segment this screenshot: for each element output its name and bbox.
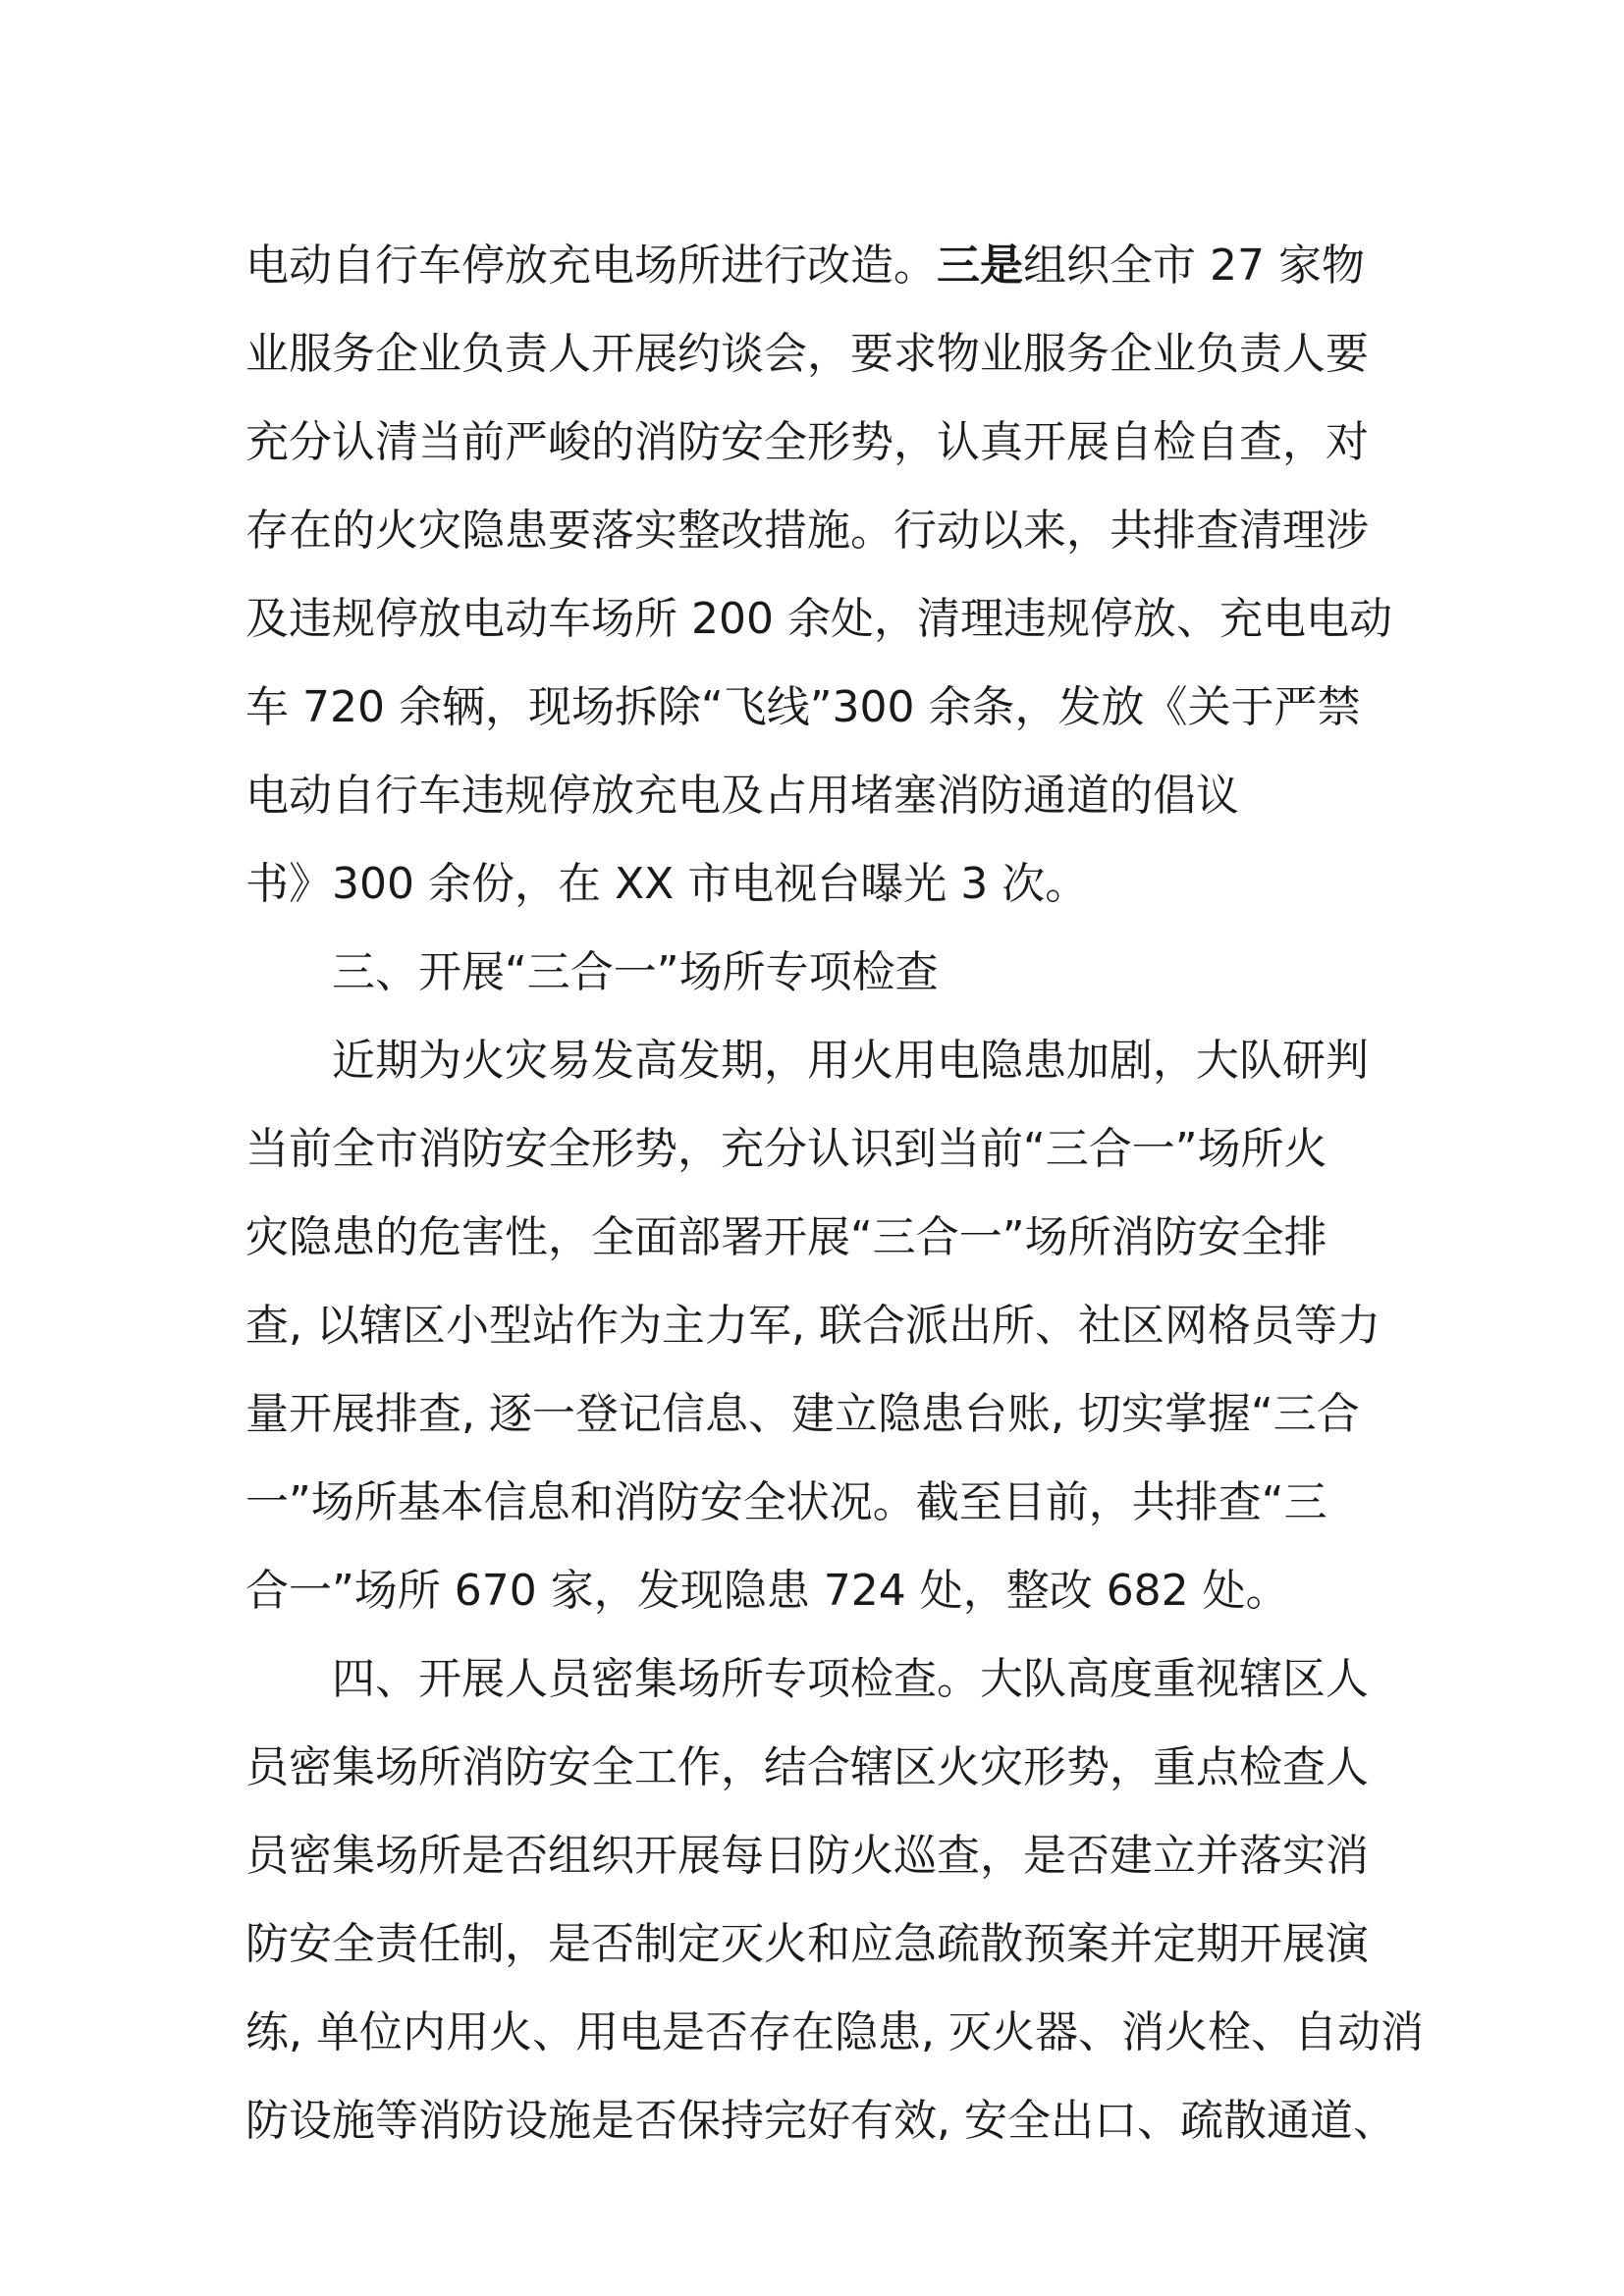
paragraph-2-line-6: 一”场所基本信息和消防安全状况。截至目前，共排查“三 — [245, 1477, 1327, 1527]
paragraph-1-line-2: 业服务企业负责人开展约谈会，要求物业服务企业负责人要 — [245, 329, 1369, 379]
paragraph-3-line-1: 四、开展人员密集场所专项检查。大队高度重视辖区人 — [332, 1654, 1369, 1704]
paragraph-2-line-5: 量开展排查, 逐一登记信息、建立隐患台账, 切实掌握“三合 — [245, 1389, 1360, 1439]
paragraph-2-line-7: 合一”场所 670 家，发现隐患 724 处，整改 682 处。 — [245, 1566, 1289, 1616]
paragraph-2-line-4: 查, 以辖区小型站作为主力军, 联合派出所、社区网格员等力 — [245, 1301, 1380, 1351]
paragraph-3-line-4: 防安全责任制，是否制定灭火和应急疏散预案并定期开展演 — [245, 1919, 1369, 1969]
paragraph-1-line-4: 存在的火灾隐患要落实整改措施。行动以来，共排查清理涉 — [245, 506, 1369, 556]
paragraph-3-line-6: 防设施等消防设施是否保持完好有效, 安全出口、疏散通道、 — [245, 2096, 1396, 2146]
paragraph-2-line-3: 灾隐患的危害性，全面部署开展“三合一”场所消防安全排 — [245, 1212, 1327, 1262]
paragraph-3-line-5: 练, 单位内用火、用电是否存在隐患, 灭火器、消火栓、自动消 — [245, 2007, 1424, 2057]
paragraph-2-line-1: 近期为火灾易发高发期，用火用电隐患加剧，大队研判 — [332, 1036, 1369, 1086]
paragraph-3-line-2: 员密集场所消防安全工作，结合辖区火灾形势，重点检查人 — [245, 1742, 1369, 1792]
text-run: 组织全市 27 家物 — [1023, 240, 1365, 291]
emphasis-text: 三是 — [937, 240, 1023, 291]
paragraph-1-line-8: 书》300 余份，在 XX 市电视台曝光 3 次。 — [245, 859, 1089, 909]
paragraph-1-line-3: 充分认清当前严峻的消防安全形势，认真开展自检自查，对 — [245, 417, 1369, 467]
section-heading-3: 三、开展“三合一”场所专项检查 — [332, 947, 939, 997]
document-page — [245, 222, 1424, 2165]
paragraph-1-line-1 — [245, 222, 1384, 310]
paragraph-3-line-3: 员密集场所是否组织开展每日防火巡查，是否建立并落实消 — [245, 1831, 1369, 1881]
paragraph-1-line-6: 车 720 余辆，现场拆除“飞线”300 余条，发放《关于严禁 — [245, 682, 1361, 732]
paragraph-1-line-7: 电动自行车违规停放充电及占用堵塞消防通道的倡议 — [245, 771, 1239, 821]
paragraph-2-line-2: 当前全市消防安全形势，充分认识到当前“三合一”场所火 — [245, 1124, 1327, 1174]
text-run: 电动自行车停放充电场所进行改造。 — [245, 240, 937, 291]
paragraph-1-line-5: 及违规停放电动车场所 200 余处，清理违规停放、充电电动 — [245, 594, 1392, 644]
